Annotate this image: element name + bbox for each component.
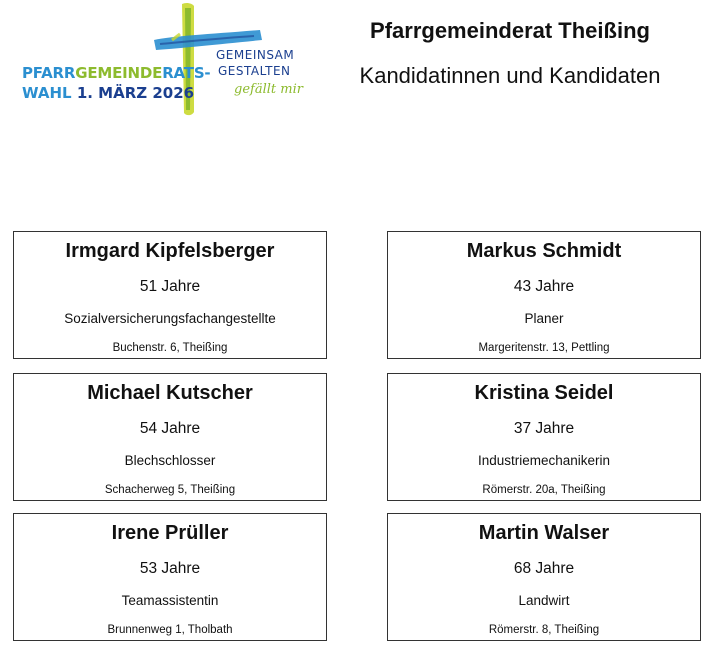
- candidate-card: [387, 231, 701, 359]
- candidate-age: 37 Jahre: [513, 420, 575, 437]
- candidate-occupation: Blechschlosser: [124, 453, 216, 468]
- logo-gefaellt-mir: gefällt mir: [234, 82, 303, 97]
- candidate-address: Brunnenweg 1, Tholbath: [107, 624, 233, 636]
- candidate-card: [13, 231, 327, 359]
- candidate-occupation: Teamassistentin: [121, 593, 219, 608]
- logo-gestalten: GESTALTEN: [218, 64, 291, 78]
- candidate-card: [13, 373, 327, 501]
- candidate-address: Buchenstr. 6, Theißing: [112, 342, 228, 354]
- candidate-name: Irene Prüller: [111, 522, 229, 544]
- candidate-age: 43 Jahre: [513, 278, 575, 295]
- candidate-address: Römerstr. 20a, Theißing: [482, 484, 606, 496]
- candidate-card: [387, 513, 701, 641]
- candidate-card: [387, 373, 701, 501]
- candidate-occupation: Industriemechanikerin: [477, 453, 611, 468]
- logo-line-2: WAHL 1. MÄRZ 2026: [22, 84, 195, 102]
- candidate-address: Schacherweg 5, Theißing: [104, 484, 236, 496]
- candidate-occupation: Planer: [524, 311, 564, 326]
- candidate-age: 68 Jahre: [513, 560, 575, 577]
- candidate-age: 53 Jahre: [139, 560, 201, 577]
- candidate-occupation: Landwirt: [518, 593, 570, 608]
- candidate-name: Martin Walser: [478, 522, 610, 544]
- page-title: Pfarrgemeinderat Theißing: [370, 18, 650, 43]
- candidate-occupation: Sozialversicherungsfachangestellte: [64, 311, 276, 326]
- logo-gemeinsam: GEMEINSAM: [216, 48, 295, 62]
- candidate-name: Markus Schmidt: [466, 240, 622, 262]
- logo-line-1: PFARRGEMEINDERATS-: [22, 64, 211, 82]
- candidate-age: 54 Jahre: [139, 420, 201, 437]
- candidate-card: [13, 513, 327, 641]
- candidate-name: Kristina Seidel: [474, 382, 614, 404]
- candidate-address: Margeritenstr. 13, Pettling: [478, 342, 610, 354]
- candidate-name: Michael Kutscher: [87, 382, 253, 404]
- page-subtitle: Kandidatinnen und Kandidaten: [359, 63, 661, 88]
- election-logo: [22, 0, 322, 118]
- candidate-address: Römerstr. 8, Theißing: [488, 624, 600, 636]
- candidate-age: 51 Jahre: [139, 278, 201, 295]
- candidate-name: Irmgard Kipfelsberger: [65, 240, 275, 262]
